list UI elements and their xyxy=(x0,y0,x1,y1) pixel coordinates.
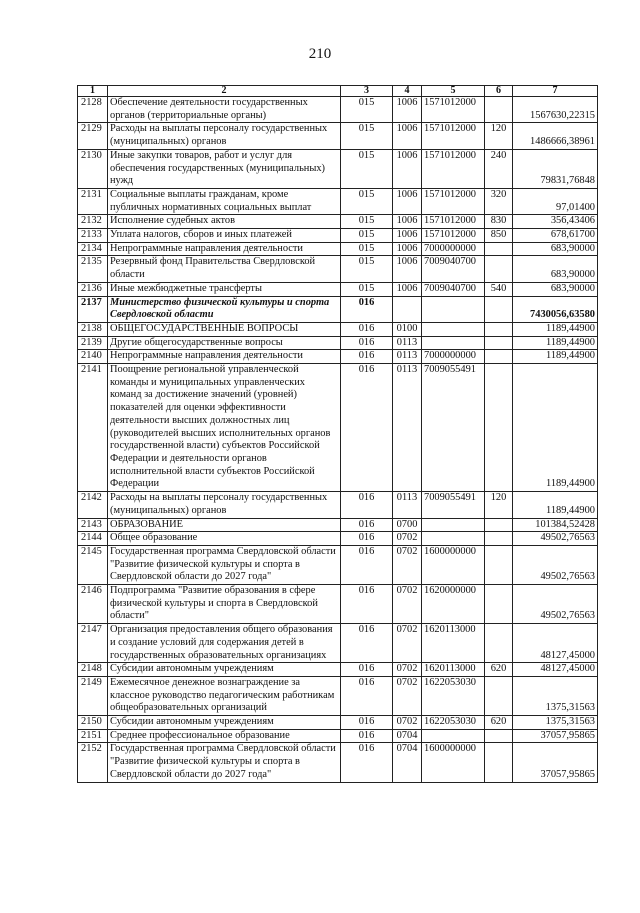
admin-code-cell: 016 xyxy=(341,545,393,584)
section-code-cell: 1006 xyxy=(393,242,422,256)
table-row xyxy=(78,676,598,715)
target-code-cell: 1600000000 xyxy=(422,743,485,782)
row-name-cell: Социальные выплаты гражданам, кроме публичных нормативных социальных выплат xyxy=(108,188,341,214)
section-code-cell: 0702 xyxy=(393,532,422,546)
amount-cell: 49502,76563 xyxy=(513,532,598,546)
row-number-cell: 2135 xyxy=(78,256,108,282)
section-code-cell: 0113 xyxy=(393,364,422,492)
target-code-cell: 7000000000 xyxy=(422,350,485,364)
row-number-cell: 2147 xyxy=(78,624,108,663)
section-code-cell: 1006 xyxy=(393,149,422,188)
amount-cell: 79831,76848 xyxy=(513,149,598,188)
table-row xyxy=(78,256,598,282)
section-code-cell: 0704 xyxy=(393,743,422,782)
admin-code-cell: 015 xyxy=(341,282,393,296)
row-name-cell: ОБЩЕГОСУДАРСТВЕННЫЕ ВОПРОСЫ xyxy=(108,322,341,336)
target-code-cell: 1620000000 xyxy=(422,585,485,624)
target-code-cell: 1571012000 xyxy=(422,123,485,149)
table-row xyxy=(78,624,598,663)
header-cell: 3 xyxy=(341,86,393,97)
expense-type-cell: 540 xyxy=(485,282,513,296)
row-number-cell: 2139 xyxy=(78,336,108,350)
expense-type-cell: 850 xyxy=(485,229,513,243)
expense-type-cell xyxy=(485,242,513,256)
amount-cell: 683,90000 xyxy=(513,256,598,282)
admin-code-cell: 016 xyxy=(341,336,393,350)
admin-code-cell: 016 xyxy=(341,364,393,492)
table-row xyxy=(78,242,598,256)
section-code-cell: 0704 xyxy=(393,729,422,743)
amount-cell: 356,43406 xyxy=(513,215,598,229)
amount-cell: 37057,95865 xyxy=(513,743,598,782)
amount-cell: 49502,76563 xyxy=(513,585,598,624)
section-code-cell: 0702 xyxy=(393,585,422,624)
row-number-cell: 2132 xyxy=(78,215,108,229)
amount-cell: 1189,44900 xyxy=(513,350,598,364)
header-cell: 7 xyxy=(513,86,598,97)
section-code-cell: 0113 xyxy=(393,350,422,364)
table-row xyxy=(78,123,598,149)
amount-cell: 678,61700 xyxy=(513,229,598,243)
target-code-cell xyxy=(422,729,485,743)
table-row xyxy=(78,322,598,336)
row-number-cell: 2129 xyxy=(78,123,108,149)
row-name-cell: Субсидии автономным учреждениям xyxy=(108,663,341,677)
amount-cell: 1486666,38961 xyxy=(513,123,598,149)
budget-table xyxy=(77,85,598,783)
admin-code-cell: 016 xyxy=(341,585,393,624)
row-name-cell: Иные межбюджетные трансферты xyxy=(108,282,341,296)
expense-type-cell xyxy=(485,729,513,743)
section-code-cell: 0113 xyxy=(393,492,422,518)
expense-type-cell: 620 xyxy=(485,663,513,677)
page-number: 210 xyxy=(308,46,332,62)
table-row xyxy=(78,532,598,546)
row-number-cell: 2145 xyxy=(78,545,108,584)
amount-cell: 683,90000 xyxy=(513,282,598,296)
table-row xyxy=(78,188,598,214)
admin-code-cell: 016 xyxy=(341,350,393,364)
section-code-cell: 0702 xyxy=(393,676,422,715)
header-cell: 2 xyxy=(108,86,341,97)
amount-cell: 49502,76563 xyxy=(513,545,598,584)
expense-type-cell: 620 xyxy=(485,716,513,730)
row-name-cell: Общее образование xyxy=(108,532,341,546)
row-name-cell: Уплата налогов, сборов и иных платежей xyxy=(108,229,341,243)
target-code-cell: 7009055491 xyxy=(422,492,485,518)
amount-cell: 101384,52428 xyxy=(513,518,598,532)
table-row xyxy=(78,663,598,677)
expense-type-cell xyxy=(485,97,513,123)
amount-cell: 1189,44900 xyxy=(513,322,598,336)
amount-cell: 1567630,22315 xyxy=(513,97,598,123)
target-code-cell: 1571012000 xyxy=(422,215,485,229)
table-row xyxy=(78,743,598,782)
row-number-cell: 2148 xyxy=(78,663,108,677)
table-row xyxy=(78,296,598,322)
table-row xyxy=(78,350,598,364)
row-name-cell: Непрограммные направления деятельности xyxy=(108,242,341,256)
table-row xyxy=(78,585,598,624)
row-number-cell: 2131 xyxy=(78,188,108,214)
target-code-cell: 1571012000 xyxy=(422,149,485,188)
row-name-cell: Государственная программа Свердловской области "Развитие физической культуры и спорта в Свердловской области до 2027 года" xyxy=(108,545,341,584)
admin-code-cell: 015 xyxy=(341,215,393,229)
section-code-cell: 1006 xyxy=(393,282,422,296)
row-number-cell: 2133 xyxy=(78,229,108,243)
table-row xyxy=(78,336,598,350)
expense-type-cell xyxy=(485,545,513,584)
row-number-cell: 2149 xyxy=(78,676,108,715)
header-cell: 4 xyxy=(393,86,422,97)
row-name-cell: Исполнение судебных актов xyxy=(108,215,341,229)
section-code-cell: 0113 xyxy=(393,336,422,350)
admin-code-cell: 016 xyxy=(341,322,393,336)
row-name-cell: Иные закупки товаров, работ и услуг для обеспечения государственных (муниципальных) нужд xyxy=(108,149,341,188)
section-code-cell: 1006 xyxy=(393,256,422,282)
section-code-cell: 1006 xyxy=(393,229,422,243)
expense-type-cell xyxy=(485,532,513,546)
header-cell: 6 xyxy=(485,86,513,97)
expense-type-cell xyxy=(485,350,513,364)
row-number-cell: 2141 xyxy=(78,364,108,492)
target-code-cell: 1622053030 xyxy=(422,676,485,715)
table-row xyxy=(78,149,598,188)
row-number-cell: 2143 xyxy=(78,518,108,532)
row-name-cell: ОБРАЗОВАНИЕ xyxy=(108,518,341,532)
row-number-cell: 2152 xyxy=(78,743,108,782)
admin-code-cell: 015 xyxy=(341,256,393,282)
target-code-cell xyxy=(422,296,485,322)
header-cell: 5 xyxy=(422,86,485,97)
target-code-cell: 1620113000 xyxy=(422,663,485,677)
admin-code-cell: 015 xyxy=(341,242,393,256)
table-row xyxy=(78,97,598,123)
table-row xyxy=(78,492,598,518)
amount-cell: 97,01400 xyxy=(513,188,598,214)
row-name-cell: Обеспечение деятельности государственных органов (территориальные органы) xyxy=(108,97,341,123)
row-name-cell: Расходы на выплаты персоналу государственных (муниципальных) органов xyxy=(108,492,341,518)
amount-cell: 683,90000 xyxy=(513,242,598,256)
target-code-cell xyxy=(422,532,485,546)
target-code-cell: 1571012000 xyxy=(422,229,485,243)
expense-type-cell xyxy=(485,336,513,350)
amount-cell: 48127,45000 xyxy=(513,624,598,663)
section-code-cell: 1006 xyxy=(393,123,422,149)
expense-type-cell xyxy=(485,364,513,492)
admin-code-cell: 016 xyxy=(341,492,393,518)
admin-code-cell: 015 xyxy=(341,97,393,123)
target-code-cell: 1571012000 xyxy=(422,97,485,123)
expense-type-cell xyxy=(485,624,513,663)
row-number-cell: 2138 xyxy=(78,322,108,336)
table-row xyxy=(78,215,598,229)
target-code-cell xyxy=(422,518,485,532)
section-code-cell: 0702 xyxy=(393,716,422,730)
admin-code-cell: 015 xyxy=(341,188,393,214)
table-row xyxy=(78,545,598,584)
target-code-cell: 7000000000 xyxy=(422,242,485,256)
admin-code-cell: 016 xyxy=(341,676,393,715)
row-name-cell: Другие общегосударственные вопросы xyxy=(108,336,341,350)
row-number-cell: 2136 xyxy=(78,282,108,296)
expense-type-cell: 240 xyxy=(485,149,513,188)
row-number-cell: 2146 xyxy=(78,585,108,624)
target-code-cell: 1622053030 xyxy=(422,716,485,730)
table-row xyxy=(78,282,598,296)
row-name-cell: Расходы на выплаты персоналу государственных (муниципальных) органов xyxy=(108,123,341,149)
admin-code-cell: 015 xyxy=(341,149,393,188)
admin-code-cell: 016 xyxy=(341,716,393,730)
section-code-cell: 1006 xyxy=(393,97,422,123)
row-number-cell: 2151 xyxy=(78,729,108,743)
expense-type-cell: 120 xyxy=(485,123,513,149)
table-row xyxy=(78,229,598,243)
section-code-cell: 0702 xyxy=(393,663,422,677)
amount-cell: 1189,44900 xyxy=(513,336,598,350)
row-name-cell: Государственная программа Свердловской области "Развитие физической культуры и спорта в Свердловской области до 2027 года" xyxy=(108,743,341,782)
admin-code-cell: 015 xyxy=(341,229,393,243)
target-code-cell xyxy=(422,322,485,336)
amount-cell: 1375,31563 xyxy=(513,676,598,715)
expense-type-cell xyxy=(485,296,513,322)
row-name-cell: Среднее профессиональное образование xyxy=(108,729,341,743)
amount-cell: 1189,44900 xyxy=(513,364,598,492)
row-number-cell: 2142 xyxy=(78,492,108,518)
target-code-cell: 7009055491 xyxy=(422,364,485,492)
row-name-cell: Непрограммные направления деятельности xyxy=(108,350,341,364)
row-name-cell: Ежемесячное денежное вознаграждение за классное руководство педагогическим работникам общеобразовательных организаций xyxy=(108,676,341,715)
amount-cell: 1189,44900 xyxy=(513,492,598,518)
table-body xyxy=(78,86,598,783)
row-number-cell: 2128 xyxy=(78,97,108,123)
admin-code-cell: 016 xyxy=(341,743,393,782)
expense-type-cell xyxy=(485,322,513,336)
target-code-cell xyxy=(422,336,485,350)
row-number-cell: 2137 xyxy=(78,296,108,322)
row-number-cell: 2134 xyxy=(78,242,108,256)
row-number-cell: 2150 xyxy=(78,716,108,730)
table-row xyxy=(78,716,598,730)
section-code-cell: 1006 xyxy=(393,215,422,229)
admin-code-cell: 015 xyxy=(341,123,393,149)
row-number-cell: 2130 xyxy=(78,149,108,188)
row-number-cell: 2144 xyxy=(78,532,108,546)
table-row xyxy=(78,729,598,743)
admin-code-cell: 016 xyxy=(341,532,393,546)
section-code-cell xyxy=(393,296,422,322)
row-name-cell: Поощрение региональной управленческой команды и муниципальных управленческих команд за достижение значений (уровней) показателей для оценки эффективности деятельности высших должностных лиц (руководителей высших исполнительных органов государственной власти) субъектов Российской Федерации и деятельности органов исполнительной власти субъектов Российской Федерации xyxy=(108,364,341,492)
admin-code-cell: 016 xyxy=(341,624,393,663)
row-name-cell: Подпрограмма "Развитие образования в сфере физической культуры и спорта в Свердловской области" xyxy=(108,585,341,624)
header-cell: 1 xyxy=(78,86,108,97)
expense-type-cell xyxy=(485,585,513,624)
admin-code-cell: 016 xyxy=(341,518,393,532)
row-name-cell: Резервный фонд Правительства Свердловской области xyxy=(108,256,341,282)
expense-type-cell xyxy=(485,743,513,782)
expense-type-cell xyxy=(485,518,513,532)
target-code-cell: 1571012000 xyxy=(422,188,485,214)
expense-type-cell xyxy=(485,256,513,282)
admin-code-cell: 016 xyxy=(341,663,393,677)
row-name-cell: Организация предоставления общего образования и создание условий для содержания детей в государственных образовательных организациях xyxy=(108,624,341,663)
row-name-cell: Министерство физической культуры и спорта Свердловской области xyxy=(108,296,341,322)
admin-code-cell: 016 xyxy=(341,729,393,743)
expense-type-cell: 830 xyxy=(485,215,513,229)
amount-cell: 1375,31563 xyxy=(513,716,598,730)
amount-cell: 7430056,63580 xyxy=(513,296,598,322)
expense-type-cell: 320 xyxy=(485,188,513,214)
expense-type-cell: 120 xyxy=(485,492,513,518)
target-code-cell: 7009040700 xyxy=(422,282,485,296)
amount-cell: 37057,95865 xyxy=(513,729,598,743)
section-code-cell: 0700 xyxy=(393,518,422,532)
section-code-cell: 1006 xyxy=(393,188,422,214)
expense-type-cell xyxy=(485,676,513,715)
admin-code-cell: 016 xyxy=(341,296,393,322)
row-number-cell: 2140 xyxy=(78,350,108,364)
table-header-row xyxy=(78,86,598,97)
target-code-cell: 1620113000 xyxy=(422,624,485,663)
target-code-cell: 7009040700 xyxy=(422,256,485,282)
section-code-cell: 0100 xyxy=(393,322,422,336)
section-code-cell: 0702 xyxy=(393,624,422,663)
table-row xyxy=(78,364,598,492)
section-code-cell: 0702 xyxy=(393,545,422,584)
table-row xyxy=(78,518,598,532)
target-code-cell: 1600000000 xyxy=(422,545,485,584)
row-name-cell: Субсидии автономным учреждениям xyxy=(108,716,341,730)
amount-cell: 48127,45000 xyxy=(513,663,598,677)
